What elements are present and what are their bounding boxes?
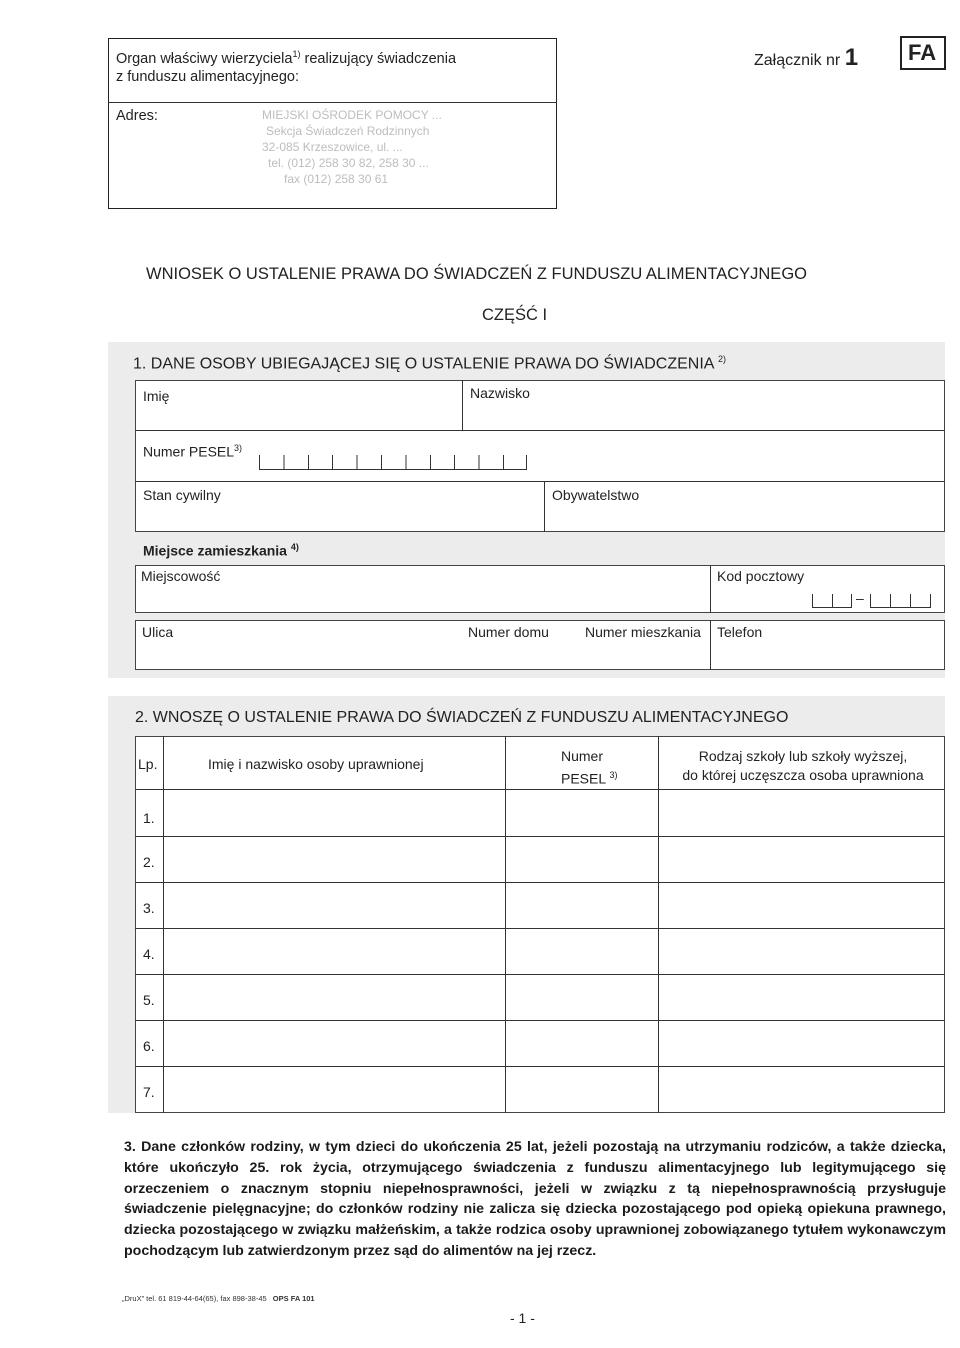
organ-label: Organ właściwy wierzyciela$^{1)}$ realizujący świadczenia z funduszu alimentacyjnego:: [116, 49, 457, 85]
school-cell[interactable]: [659, 976, 944, 1019]
school-cell[interactable]: [659, 1068, 944, 1111]
name-cell[interactable]: [164, 884, 504, 927]
school-cell[interactable]: [659, 1022, 944, 1065]
pesel-cell[interactable]: [506, 884, 657, 927]
attachment-label: Załącznik nr 1: [754, 44, 859, 71]
phone-field[interactable]: [711, 642, 944, 669]
pesel-cell[interactable]: [506, 791, 657, 835]
school-cell[interactable]: [659, 838, 944, 881]
col-name-header: Imię i nazwisko osoby uprawnionej: [208, 756, 424, 772]
postal-code-boxes-part2[interactable]: [870, 594, 931, 608]
form-reference-code: OPS FA 101: [272, 1294, 315, 1303]
document-title: WNIOSEK O USTALENIE PRAWA DO ŚWIADCZEŃ Z FUNDUSZU ALIMENTACYJNEGO: [146, 265, 807, 283]
last-name-label: Nazwisko: [470, 385, 530, 401]
address-label: Adres:: [116, 108, 158, 124]
attachment-number: 1: [844, 44, 859, 71]
school-cell[interactable]: [659, 884, 944, 927]
apartment-number-field[interactable]: [584, 642, 709, 669]
section3-text: 3. Dane członków rodziny, w tym dzieci do ukończenia 25 lat, jeżeli pozostają na utrzymaniu rodziców, a także dziecka, które ukończyło 25. rok życia, otrzymującego świadczenia z funduszu alimentacyjnego lub legitymującego się orzeczeniem o znacznym stopniu niepełnosprawności, jeżeli w związku z tą niepełnosprawnością przysługuje świadczenie pielęgnacyjne; do członków rodziny nie zalicza się dziecka pozostającego pod opieką opiekuna prawnego, dziecka pozostającego w związku małżeńskim, a także rodzica osoby uprawnionej zobowiązanego tytułem wykonawczym pochodzącym lub zatwierdzonym przez sąd do alimentów na jej rzecz.: [124, 1139, 946, 1259]
last-name-field[interactable]: [463, 405, 944, 429]
col-lp-header: Lp.: [138, 756, 158, 772]
row-number: 2.: [143, 854, 155, 870]
row-number: 3.: [143, 900, 155, 916]
printer-info: „DruX” tel. 61 819-44-64(65), fax 898-38-45 OPS FA 101: [122, 1294, 315, 1303]
pesel-cell[interactable]: [506, 976, 657, 1019]
postal-code-boxes-part1[interactable]: [812, 594, 852, 608]
postal-code-dash: –: [856, 590, 864, 606]
citizenship-label: Obywatelstwo: [552, 487, 640, 503]
pesel-digit-boxes[interactable]: [259, 455, 527, 470]
pesel-cell[interactable]: [506, 1022, 657, 1065]
postal-code-label: Kod pocztowy: [717, 568, 805, 584]
divider: [135, 430, 945, 431]
pesel-label: Numer PESEL$^{3)}$: [143, 443, 243, 460]
city-label: Miejscowość: [141, 568, 221, 584]
table-row: [135, 1021, 945, 1066]
first-name-label: Imię: [143, 388, 170, 404]
office-stamp: MIEJSKI OŚRODEK POMOCY ... Sekcja Świadczeń Rodzinnych 32-085 Krzeszowice, ul. ... tel. (012) 258 30 82, 258 30 ... fax (012) 258 30 61: [262, 108, 442, 186]
school-cell[interactable]: [659, 791, 944, 835]
name-cell[interactable]: [164, 1068, 504, 1111]
row-number: 5.: [143, 992, 155, 1008]
divider: [710, 565, 711, 613]
col-pesel-header: Numer PESEL $^{3)}$: [561, 748, 618, 787]
page-number: - 1 -: [510, 1310, 535, 1326]
table-row: [135, 1067, 945, 1112]
form-code: FA: [908, 40, 937, 65]
marital-status-label: Stan cywilny: [143, 487, 221, 503]
pesel-cell[interactable]: [506, 1068, 657, 1111]
pesel-cell[interactable]: [506, 838, 657, 881]
section1-heading: 1. DANE OSOBY UBIEGAJĄCEJ SIĘ O USTALENIE PRAWA DO ŚWIADCZENIA $^{2)}$: [133, 354, 727, 373]
school-cell[interactable]: [659, 930, 944, 973]
name-cell[interactable]: [164, 930, 504, 973]
row-number: 7.: [143, 1084, 155, 1100]
street-label: Ulica: [142, 624, 174, 640]
table-row: [135, 790, 945, 836]
row-number: 6.: [143, 1038, 155, 1054]
first-name-field[interactable]: [136, 405, 461, 429]
name-cell[interactable]: [164, 791, 504, 835]
house-number-field[interactable]: [466, 642, 576, 669]
name-cell[interactable]: [164, 976, 504, 1019]
table-row: [135, 975, 945, 1020]
divider: [135, 481, 945, 482]
name-cell[interactable]: [164, 1022, 504, 1065]
citizenship-field[interactable]: [545, 505, 944, 531]
pesel-cell[interactable]: [506, 930, 657, 973]
col-school-header: Rodzaj szkoły lub szkoły wyższej, do której uczęszcza osoba uprawniona: [682, 748, 924, 783]
section2-heading: 2. WNOSZĘ O USTALENIE PRAWA DO ŚWIADCZEŃ Z FUNDUSZU ALIMENTACYJNEGO: [135, 709, 789, 726]
street-field[interactable]: [136, 642, 456, 669]
part-label: CZĘŚĆ I: [482, 306, 548, 324]
table-row: [135, 837, 945, 882]
phone-label: Telefon: [717, 624, 763, 640]
name-cell[interactable]: [164, 838, 504, 881]
table-row: [135, 883, 945, 928]
marital-status-field[interactable]: [136, 505, 543, 531]
row-number: 1.: [143, 810, 155, 826]
header-divider: [108, 102, 557, 103]
table-row: [135, 929, 945, 974]
house-number-label: Numer domu: [468, 624, 549, 640]
apartment-number-label: Numer mieszkania: [585, 624, 701, 640]
city-field[interactable]: [136, 586, 709, 612]
section2-margin: [108, 790, 135, 1113]
row-number: 4.: [143, 946, 155, 962]
residence-label: Miejsce zamieszkania $^{4)}$: [143, 542, 299, 559]
